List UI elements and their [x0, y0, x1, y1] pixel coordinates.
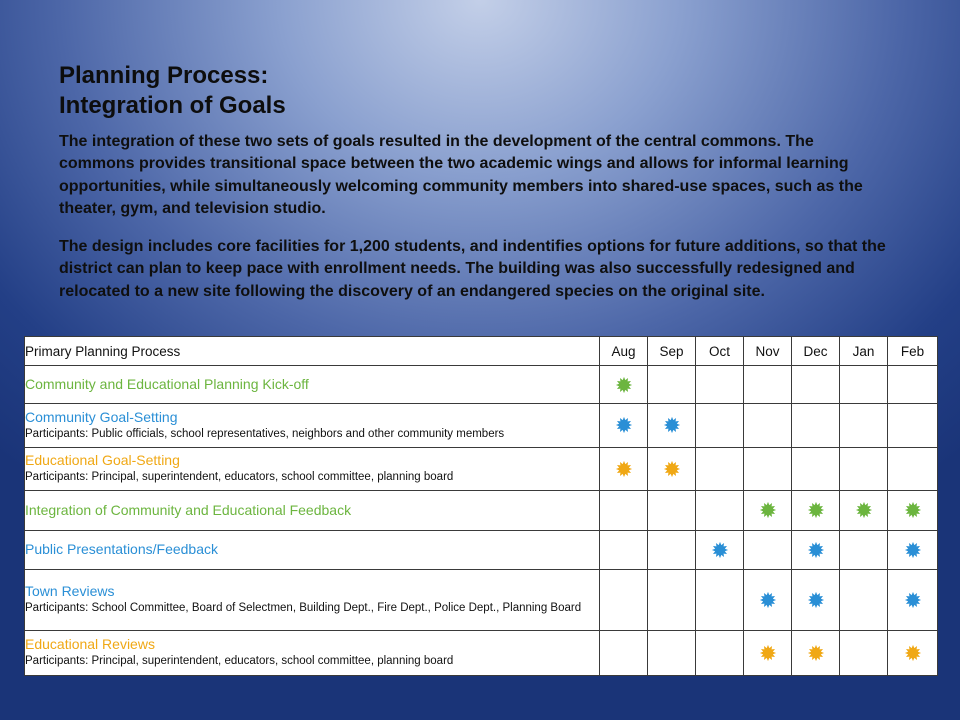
title-line-1: Planning Process: — [59, 62, 269, 89]
schedule-cell — [648, 366, 696, 404]
milestone-star-icon — [615, 376, 633, 394]
schedule-cell — [600, 447, 648, 490]
schedule-cell — [600, 404, 648, 447]
schedule-cell — [840, 447, 888, 490]
table-row — [25, 530, 938, 569]
task-participants: Participants: Principal, superintendent, educators, school committee, planning board — [25, 471, 454, 484]
schedule-cell — [744, 630, 792, 676]
milestone-star-icon — [759, 644, 777, 662]
milestone-star-icon — [904, 644, 922, 662]
intro-paragraph-1: The integration of these two sets of goals resulted in the development of the central commons. The commons provides transitional space between the two academic wings and allows for informal learning opportunities, while simultaneously welcoming community members into shared-use spaces, such as the theater, gym, and television studio. — [59, 133, 863, 218]
task-cell — [25, 491, 600, 530]
header-month-aug: Aug — [600, 337, 648, 366]
table-row — [25, 447, 938, 490]
schedule-cell — [888, 491, 938, 530]
milestone-star-icon — [807, 644, 825, 662]
milestone-star-icon — [807, 501, 825, 519]
milestone-star-icon — [615, 416, 633, 434]
schedule-cell — [888, 447, 938, 490]
schedule-cell — [696, 404, 744, 447]
task-name: Educational Goal-Setting — [25, 452, 180, 469]
milestone-star-icon — [711, 541, 729, 559]
schedule-cell — [600, 569, 648, 630]
schedule-cell — [792, 404, 840, 447]
schedule-cell — [840, 530, 888, 569]
task-name: Community and Educational Planning Kick-off — [25, 376, 309, 393]
schedule-cell — [648, 530, 696, 569]
schedule-cell — [888, 404, 938, 447]
schedule-cell — [792, 366, 840, 404]
schedule-cell — [696, 569, 744, 630]
header-month-dec: Dec — [792, 337, 840, 366]
milestone-star-icon — [663, 416, 681, 434]
schedule-cell — [696, 491, 744, 530]
milestone-star-icon — [807, 591, 825, 609]
task-name: Educational Reviews — [25, 636, 155, 653]
schedule-cell — [648, 491, 696, 530]
schedule-cell — [600, 530, 648, 569]
task-participants: Participants: School Committee, Board of Selectmen, Building Dept., Fire Dept., Police Dept., Planning Board — [25, 602, 582, 615]
schedule-cell — [840, 491, 888, 530]
schedule-cell — [840, 404, 888, 447]
schedule-cell — [648, 404, 696, 447]
schedule-cell — [744, 447, 792, 490]
schedule-cell — [888, 569, 938, 630]
milestone-star-icon — [615, 460, 633, 478]
milestone-star-icon — [904, 541, 922, 559]
task-name: Town Reviews — [25, 583, 115, 600]
schedule-cell — [744, 404, 792, 447]
table-row — [25, 404, 938, 447]
schedule-cell — [696, 630, 744, 676]
schedule-cell — [648, 569, 696, 630]
task-cell — [25, 530, 600, 569]
milestone-star-icon — [904, 501, 922, 519]
schedule-cell — [696, 366, 744, 404]
schedule-cell — [744, 530, 792, 569]
header-month-nov: Nov — [744, 337, 792, 366]
milestone-star-icon — [759, 591, 777, 609]
schedule-cell — [840, 630, 888, 676]
milestone-star-icon — [759, 501, 777, 519]
title-line-2: Integration of Goals — [59, 92, 286, 119]
planning-schedule-table — [24, 336, 938, 676]
schedule-cell — [696, 530, 744, 569]
schedule-cell — [648, 630, 696, 676]
schedule-cell — [600, 366, 648, 404]
task-cell — [25, 447, 600, 490]
page-title — [59, 61, 286, 121]
header-primary-planning-process: Primary Planning Process — [25, 337, 600, 366]
table-header-row — [25, 337, 938, 366]
header-month-feb: Feb — [888, 337, 938, 366]
task-cell — [25, 366, 600, 404]
schedule-cell — [792, 630, 840, 676]
table-row — [25, 366, 938, 404]
schedule-cell — [744, 366, 792, 404]
table-row — [25, 491, 938, 530]
schedule-cell — [744, 569, 792, 630]
header-month-sep: Sep — [648, 337, 696, 366]
schedule-cell — [888, 630, 938, 676]
task-participants: Participants: Principal, superintendent, educators, school committee, planning board — [25, 655, 454, 668]
table-row — [25, 569, 938, 630]
task-cell — [25, 404, 600, 447]
milestone-star-icon — [663, 460, 681, 478]
schedule-cell — [696, 447, 744, 490]
schedule-cell — [888, 366, 938, 404]
schedule-cell — [840, 366, 888, 404]
table-row — [25, 630, 938, 676]
task-cell — [25, 569, 600, 630]
schedule-cell — [792, 491, 840, 530]
schedule-cell — [600, 630, 648, 676]
task-cell — [25, 630, 600, 676]
schedule-cell — [840, 569, 888, 630]
schedule-cell — [792, 530, 840, 569]
schedule-cell — [744, 491, 792, 530]
milestone-star-icon — [807, 541, 825, 559]
schedule-cell — [888, 530, 938, 569]
milestone-star-icon — [855, 501, 873, 519]
task-name: Integration of Community and Educational Feedback — [25, 501, 352, 518]
intro-paragraph-2: The design includes core facilities for 1,200 students, and indentifies options for future additions, so that the district can plan to keep pace with enrollment needs. The building was also successfully redesigned and relocated to a new site following the discovery of an endangered species on the original site. — [59, 238, 886, 300]
header-month-jan: Jan — [840, 337, 888, 366]
schedule-cell — [792, 447, 840, 490]
schedule-cell — [648, 447, 696, 490]
header-month-oct: Oct — [696, 337, 744, 366]
schedule-cell — [600, 491, 648, 530]
task-participants: Participants: Public officials, school representatives, neighbors and other community members — [25, 428, 505, 441]
task-name: Community Goal-Setting — [25, 409, 178, 426]
task-name: Public Presentations/Feedback — [25, 541, 218, 558]
milestone-star-icon — [904, 591, 922, 609]
schedule-cell — [792, 569, 840, 630]
